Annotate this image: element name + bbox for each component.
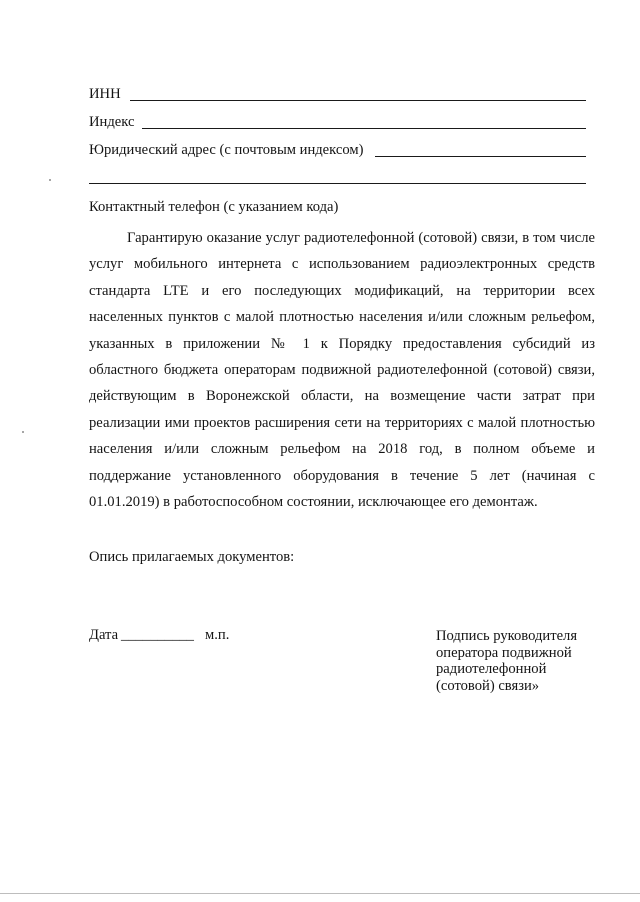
page-bottom-edge xyxy=(0,893,640,894)
index-label: Индекс xyxy=(89,114,135,130)
date-label: Дата xyxy=(89,627,119,643)
signature-caption: Подпись руководителя оператора подвижной радиотелефонной (сотовой) связи» xyxy=(436,628,578,694)
legal-address-label: Юридический адрес (с почтовым индексом) xyxy=(89,142,364,158)
date-blank: __________ xyxy=(121,627,194,643)
inn-fill-line xyxy=(130,100,586,101)
stamp-label: м.п. xyxy=(205,627,230,643)
attachments-label: Опись прилагаемых документов: xyxy=(89,549,295,565)
scan-speck-top xyxy=(49,179,51,181)
contact-phone-label: Контактный телефон (с указанием кода) xyxy=(89,199,339,215)
index-fill-line xyxy=(142,128,586,129)
guarantee-paragraph: Гарантирую оказание услуг радиотелефонной (сотовой) связи, в том числе услуг мобильного интернета с использованием радиоэлектронных средств стандарта LTE и его последующих модификаций, на территории всех населенных пунктов с малой плотностью населения и/или сложным рельефом, указанных в приложении № 1 к Порядку предоставления субсидий из областного бюджета операторам подвижной радиотелефонной (сотовой) связи, действующим в Воронежской области, на возмещение части затрат при реализации ими проектов расширения сети на территориях с малой плотностью населения и/или сложным рельефом на 2018 год, в полном объеме и поддержание установленного оборудования в течение 5 лет (начиная с 01.01.2019) в работоспособном состоянии, исключающее его демонтаж. xyxy=(89,230,595,511)
legal-address-second-line xyxy=(89,183,586,184)
scan-speck-left xyxy=(22,431,24,433)
legal-address-fill-line xyxy=(375,156,586,157)
inn-label: ИНН xyxy=(89,86,121,102)
